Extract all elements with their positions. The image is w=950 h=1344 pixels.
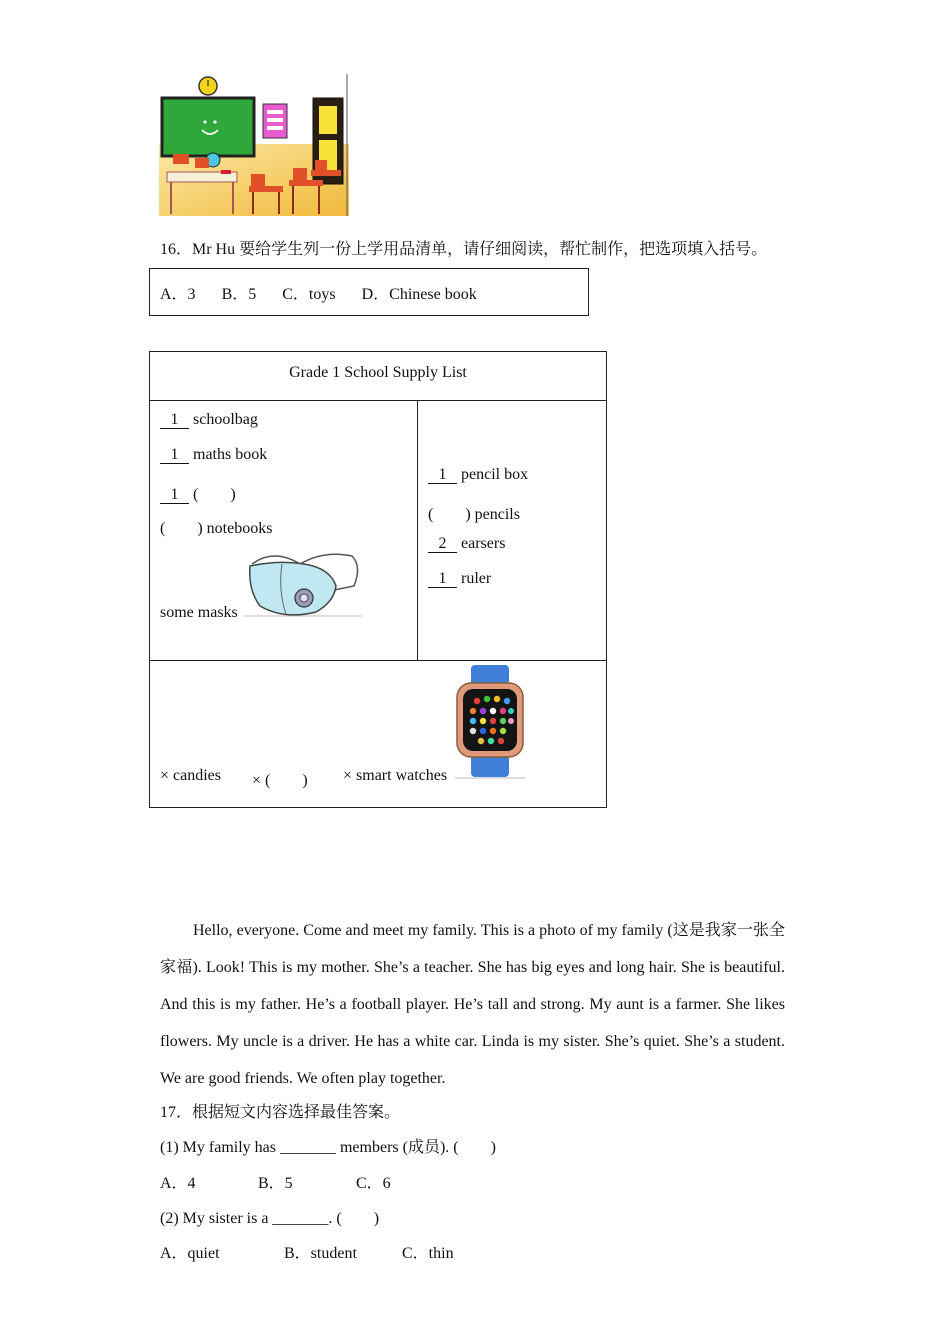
question-16-prompt: 16．Mr Hu 要给学生列一份上学用品清单，请仔细阅读，帮忙制作，把选项填入括号。 (160, 241, 768, 258)
question-17-1-options (160, 1170, 391, 1193)
supply-list-title: Grade 1 School Supply List (289, 364, 467, 381)
item-label: pencil box (461, 466, 529, 483)
list-item (428, 570, 491, 588)
list-item (160, 446, 267, 464)
excluded-item: × candies (160, 767, 221, 784)
item-label: maths book (193, 446, 268, 463)
classroom-illustration (159, 74, 349, 216)
reading-passage: Hello, everyone. Come and meet my family. This is a photo of my family (这是我家一张全家福). Look! This is my mother. She’s a teacher. She has big eyes and long hair. She is beautiful. And this is my father. He’s a football player. He’s tall and strong. My aunt is a farmer. She likes flowers. My uncle is a driver. He has a white car. Linda is my sister. She’s quiet. She’s a student. We are good friends. We often play together. (160, 922, 785, 1087)
option-b: B．5 (258, 1175, 293, 1192)
item-qty: 1 (160, 412, 189, 429)
question-17-2: (2) My sister is a _______. ( ) (160, 1210, 380, 1227)
option-c: C．6 (356, 1175, 391, 1192)
list-item (160, 604, 238, 622)
list-item (160, 515, 272, 538)
item-label: ( ) (193, 486, 236, 503)
option-b: B．student (284, 1245, 357, 1262)
question-16-options-box (149, 268, 589, 316)
option-a: A．3 (160, 286, 196, 303)
list-item (160, 411, 258, 429)
option-b: B．5 (221, 286, 257, 303)
list-item (428, 501, 520, 524)
item-label: some masks (160, 604, 238, 621)
item-label: schoolbag (193, 411, 258, 428)
smart-watch-image (455, 665, 525, 779)
face-mask-image (244, 546, 362, 618)
list-item (428, 466, 528, 484)
option-c: C．toys (282, 286, 336, 303)
list-item (428, 535, 505, 553)
item-label: ( ) notebooks (160, 520, 273, 537)
question-17-1: (1) My family has _______ members (成员). ( ) (160, 1139, 496, 1156)
option-c: C．thin (402, 1245, 454, 1262)
excluded-item: × smart watches (343, 767, 448, 784)
excluded-item: × ( ) (252, 772, 308, 789)
item-label: ruler (461, 570, 492, 587)
option-a: A．quiet (160, 1245, 220, 1262)
question-17-2-options (160, 1240, 454, 1263)
item-qty: 1 (160, 447, 189, 464)
item-qty: 1 (428, 571, 457, 588)
item-qty: 1 (428, 467, 457, 484)
supply-list-table (149, 351, 607, 808)
list-item (160, 481, 236, 504)
option-d: D．Chinese book (361, 286, 477, 303)
item-qty: 1 (160, 487, 189, 504)
question-17-prompt: 17．根据短文内容选择最佳答案。 (160, 1104, 401, 1121)
item-label: ( ) pencils (428, 506, 520, 523)
item-qty: 2 (428, 536, 457, 553)
option-a: A．4 (160, 1175, 196, 1192)
item-label: earsers (461, 535, 506, 552)
